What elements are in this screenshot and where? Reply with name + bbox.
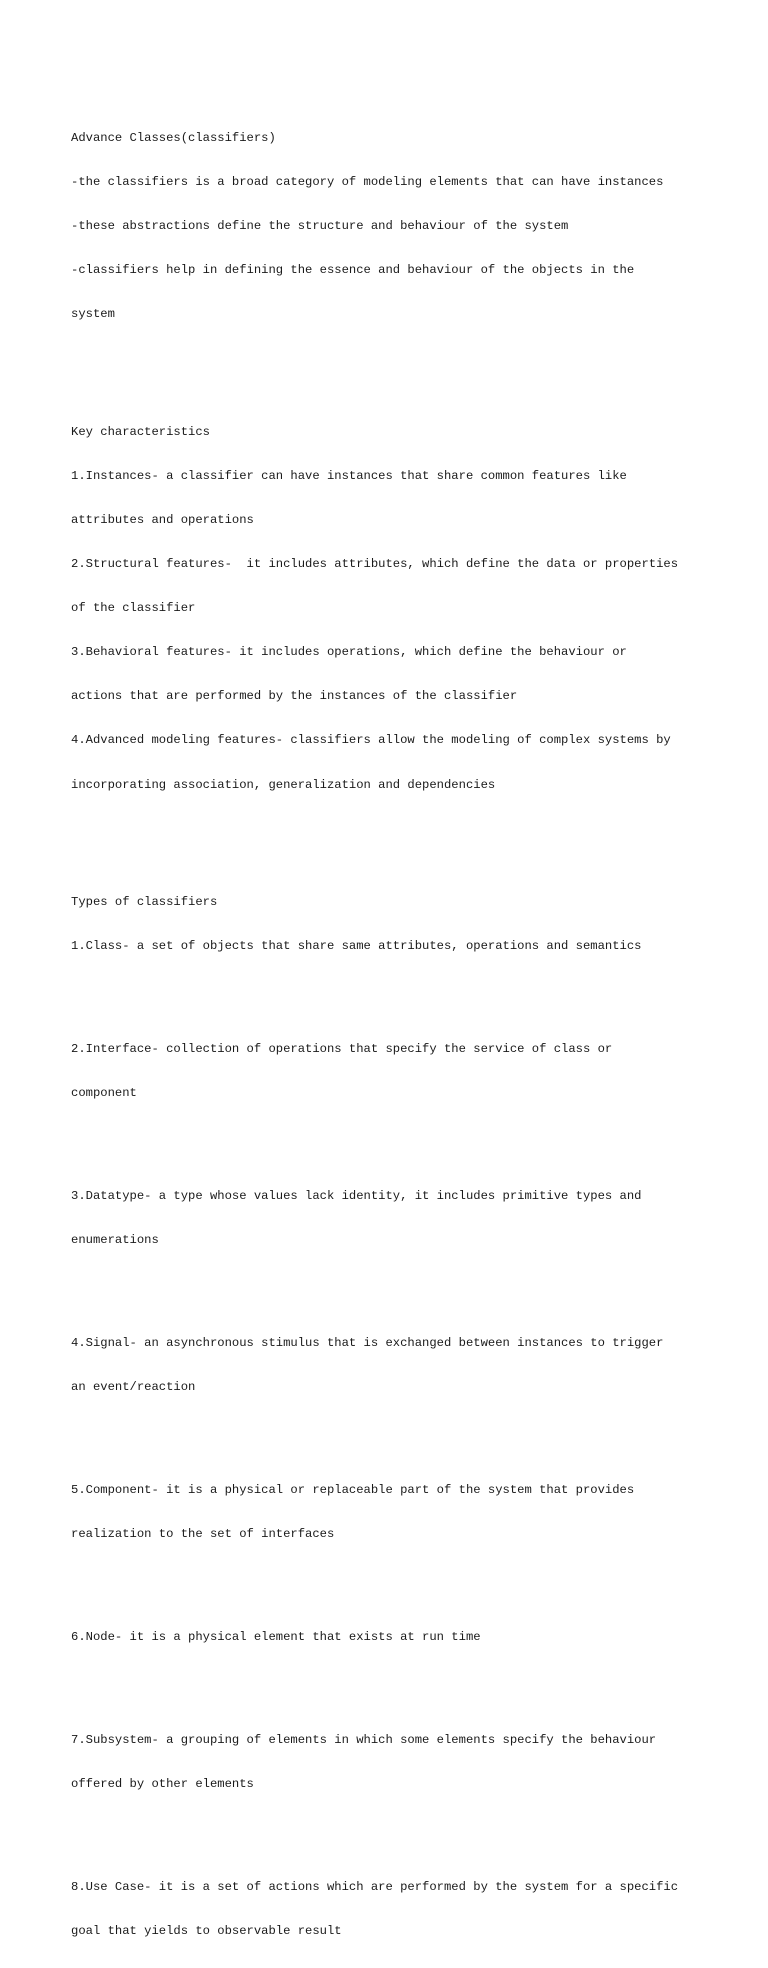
blank-line: [71, 1130, 711, 1145]
text-line: -the classifiers is a broad category of modeling elements that can have instances: [71, 174, 664, 189]
text-line: goal that yields to observable result: [71, 1924, 342, 1939]
document-text: [71, 72, 711, 1968]
classifier-type-component: 5.Component- it is a physical or replaceable part of the system that provides: [71, 1483, 635, 1498]
text-line: offered by other elements: [71, 1777, 254, 1792]
blank-line: [71, 351, 711, 366]
blank-line: [71, 1571, 711, 1586]
text-line: actions that are performed by the instances of the classifier: [71, 689, 518, 704]
blank-line: [71, 1674, 711, 1689]
classifier-type-use-case: 8.Use Case- it is a set of actions which are performed by the system for a specific: [71, 1879, 679, 1894]
section-heading-types-of-classifiers: Types of classifiers: [71, 895, 218, 910]
text-line: incorporating association, generalization and dependencies: [71, 777, 496, 792]
text-line: -these abstractions define the structure and behaviour of the system: [71, 219, 569, 233]
classifier-type-class: 1.Class- a set of objects that share same attributes, operations and semantics: [71, 939, 642, 954]
blank-line: [71, 1821, 711, 1836]
text-line: -classifiers help in defining the essence and behaviour of the objects in the: [71, 263, 635, 278]
classifier-type-subsystem: 7.Subsystem- a grouping of elements in which some elements specify the behaviour: [71, 1732, 657, 1747]
blank-line: [71, 1277, 711, 1292]
text-line: component: [71, 1086, 137, 1101]
text-line: 1.Instances- a classifier can have instances that share common features like: [71, 468, 627, 483]
text-line: realization to the set of interfaces: [71, 1527, 335, 1542]
text-line: of the classifier: [71, 601, 196, 616]
text-line: system: [71, 307, 115, 322]
text-line: an event/reaction: [71, 1380, 196, 1395]
section-heading-key-characteristics: Key characteristics: [71, 424, 210, 439]
classifier-type-interface: 2.Interface- collection of operations that specify the service of class or: [71, 1042, 613, 1057]
classifier-type-signal: 4.Signal- an asynchronous stimulus that is exchanged between instances to trigger: [71, 1336, 664, 1351]
blank-line: [71, 822, 711, 837]
text-line: 2.Structural features- it includes attributes, which define the data or properties: [71, 557, 679, 572]
blank-line: [71, 983, 711, 998]
classifier-type-datatype: 3.Datatype- a type whose values lack identity, it includes primitive types and: [71, 1189, 642, 1204]
text-line: 3.Behavioral features- it includes operations, which define the behaviour or: [71, 645, 627, 660]
classifier-type-node: 6.Node- it is a physical element that exists at run time: [71, 1630, 481, 1645]
text-line: attributes and operations: [71, 512, 254, 527]
text-line: 4.Advanced modeling features- classifiers allow the modeling of complex systems by: [71, 733, 671, 748]
blank-line: [71, 1424, 711, 1439]
text-line: enumerations: [71, 1233, 159, 1248]
section-heading-advance-classes: Advance Classes(classifiers): [71, 130, 276, 145]
